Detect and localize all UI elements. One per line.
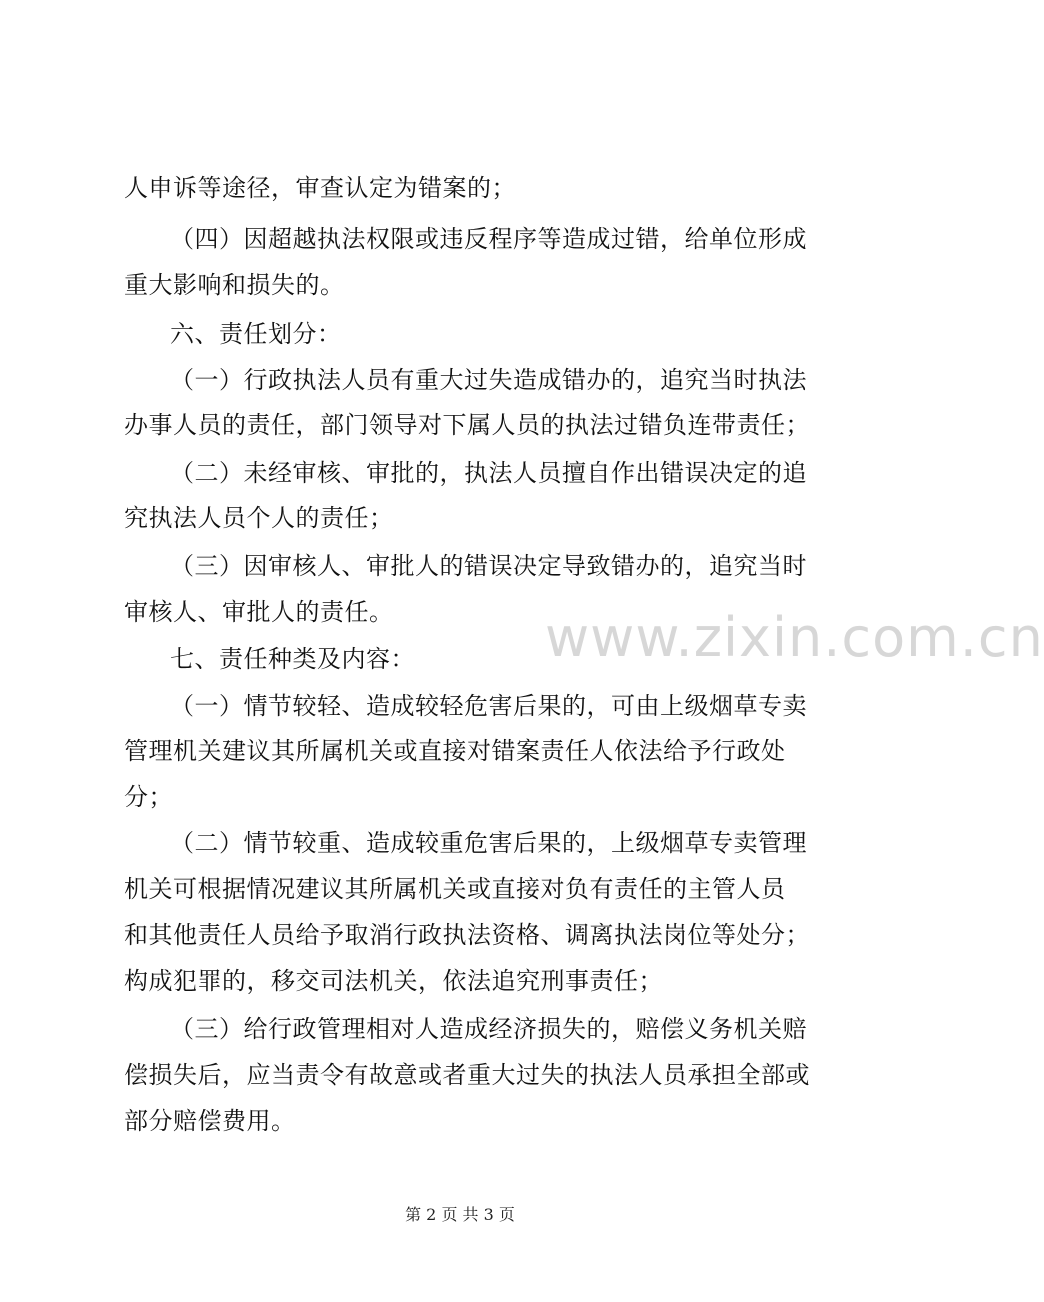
body-text-line: 究执法人员个人的责任； (124, 504, 394, 532)
body-text-line: 构成犯罪的，移交司法机关，依法追究刑事责任； (124, 967, 663, 995)
body-text-line: （三）给行政管理相对人造成经济损失的，赔偿义务机关赔 (170, 1015, 807, 1043)
watermark: www.zixin.com.cn (545, 606, 1044, 669)
section-heading: 七、责任种类及内容： (170, 645, 415, 673)
body-text-line: （二）未经审核、审批的，执法人员擅自作出错误决定的追 (170, 459, 807, 487)
body-text-line: 机关可根据情况建议其所属机关或直接对负有责任的主管人员 (124, 875, 786, 903)
body-text-line: （一）行政执法人员有重大过失造成错办的，追究当时执法 (170, 366, 807, 394)
body-text-line: （一）情节较轻、造成较轻危害后果的，可由上级烟草专卖 (170, 692, 807, 720)
body-text-line: 和其他责任人员给予取消行政执法资格、调离执法岗位等处分； (124, 921, 810, 949)
body-text-line: 部分赔偿费用。 (124, 1107, 296, 1135)
section-heading: 六、责任划分： (170, 320, 342, 348)
body-text-line: 办事人员的责任，部门领导对下属人员的执法过错负连带责任； (124, 411, 810, 439)
body-text-line: （四）因超越执法权限或违反程序等造成过错，给单位形成 (170, 225, 807, 253)
body-text-line: 偿损失后，应当责令有故意或者重大过失的执法人员承担全部或 (124, 1061, 810, 1089)
body-text-line: 管理机关建议其所属机关或直接对错案责任人依法给予行政处 (124, 737, 786, 765)
body-text-line: （二）情节较重、造成较重危害后果的，上级烟草专卖管理 (170, 829, 807, 857)
body-text-line: 重大影响和损失的。 (124, 271, 345, 299)
page-footer: 第 2 页 共 3 页 (405, 1205, 515, 1224)
body-text-line: 人申诉等途径，审查认定为错案的； (124, 174, 516, 202)
body-text-line: 审核人、审批人的责任。 (124, 598, 394, 626)
body-text-line: （三）因审核人、审批人的错误决定导致错办的，追究当时 (170, 552, 807, 580)
body-text-line: 分； (124, 783, 173, 811)
